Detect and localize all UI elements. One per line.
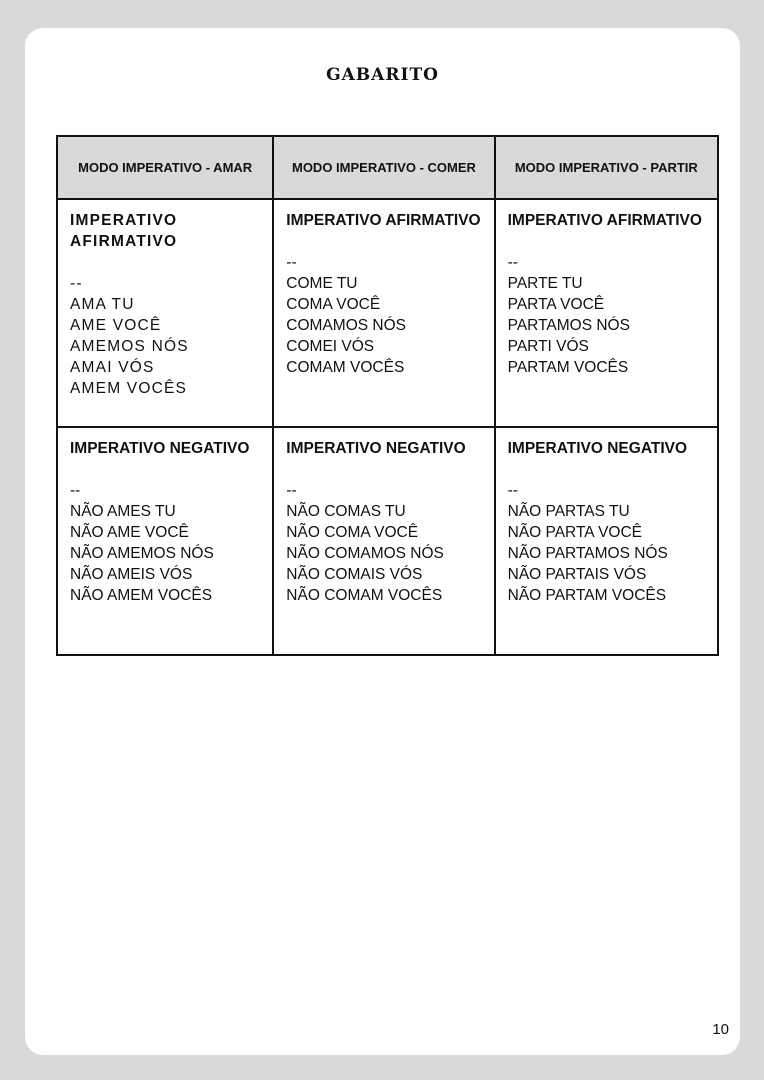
cell-heading: IMPERATIVO NEGATIVO [70, 440, 250, 457]
cell-line: -- [70, 275, 83, 292]
cell-line: PARTAMOS NÓS [507, 317, 630, 334]
cell-line: NÃO AMEMOS NÓS [70, 545, 214, 562]
cell-line: NÃO PARTA VOCÊ [507, 524, 642, 541]
cell-line: -- [286, 482, 297, 499]
cell-line: AMA TU [70, 296, 135, 313]
cell-line: PARTE TU [507, 275, 583, 292]
cell-afirmativo-partir [495, 199, 718, 427]
cell-line: NÃO AMES TU [70, 503, 176, 520]
cell-line: NÃO AME VOCÊ [70, 524, 189, 541]
afirmativo-row [57, 199, 718, 427]
cell-line: NÃO PARTAMOS NÓS [507, 545, 668, 562]
cell-negativo-amar [57, 427, 273, 655]
header-amar: MODO IMPERATIVO - AMAR [57, 136, 273, 199]
document-page [25, 28, 740, 1055]
cell-line: COMAMOS NÓS [286, 317, 406, 334]
page-title: GABARITO [326, 65, 439, 85]
cell-line: NÃO PARTAM VOCÊS [507, 587, 667, 604]
cell-line: PARTI VÓS [507, 338, 589, 355]
cell-line: COME TU [286, 275, 358, 292]
cell-line: AMAI VÓS [70, 359, 155, 376]
cell-line: NÃO COMAMOS NÓS [286, 545, 444, 562]
cell-line: NÃO PARTAIS VÓS [507, 566, 647, 583]
header-partir: MODO IMPERATIVO - PARTIR [495, 136, 718, 199]
cell-line: AME VOCÊ [70, 317, 162, 334]
cell-heading: IMPERATIVO AFIRMATIVO [70, 212, 178, 250]
cell-line: NÃO AMEIS VÓS [70, 566, 193, 583]
cell-line: PARTA VOCÊ [507, 296, 605, 313]
cell-line: -- [286, 254, 297, 271]
cell-line: COMAM VOCÊS [286, 359, 405, 376]
cell-line: NÃO COMAS TU [286, 503, 406, 520]
header-comer: MODO IMPERATIVO - COMER [273, 136, 494, 199]
cell-line: AMEMOS NÓS [70, 338, 189, 355]
cell-heading: IMPERATIVO AFIRMATIVO [286, 212, 481, 229]
page-number: 10 [712, 1021, 729, 1038]
cell-line: NÃO COMAM VOCÊS [286, 587, 443, 604]
cell-heading: IMPERATIVO NEGATIVO [507, 440, 688, 457]
cell-heading: IMPERATIVO AFIRMATIVO [507, 212, 702, 229]
cell-afirmativo-comer [273, 199, 494, 427]
cell-afirmativo-amar [57, 199, 273, 427]
cell-negativo-partir [495, 427, 718, 655]
negativo-row [57, 427, 718, 655]
cell-heading: IMPERATIVO NEGATIVO [286, 440, 466, 457]
cell-line: AMEM VOCÊS [70, 380, 188, 397]
cell-line: COMA VOCÊ [286, 296, 381, 313]
cell-line: NÃO PARTAS TU [507, 503, 630, 520]
cell-line: PARTAM VOCÊS [507, 359, 629, 376]
cell-line: NÃO COMAIS VÓS [286, 566, 423, 583]
conjugation-table [56, 135, 719, 656]
cell-negativo-comer [273, 427, 494, 655]
cell-line: COMEI VÓS [286, 338, 375, 355]
cell-line: -- [507, 482, 518, 499]
cell-line: NÃO AMEM VOCÊS [70, 587, 213, 604]
cell-line: -- [507, 254, 518, 271]
cell-line: -- [70, 482, 81, 499]
cell-line: NÃO COMA VOCÊ [286, 524, 419, 541]
table-header-row [57, 136, 718, 199]
